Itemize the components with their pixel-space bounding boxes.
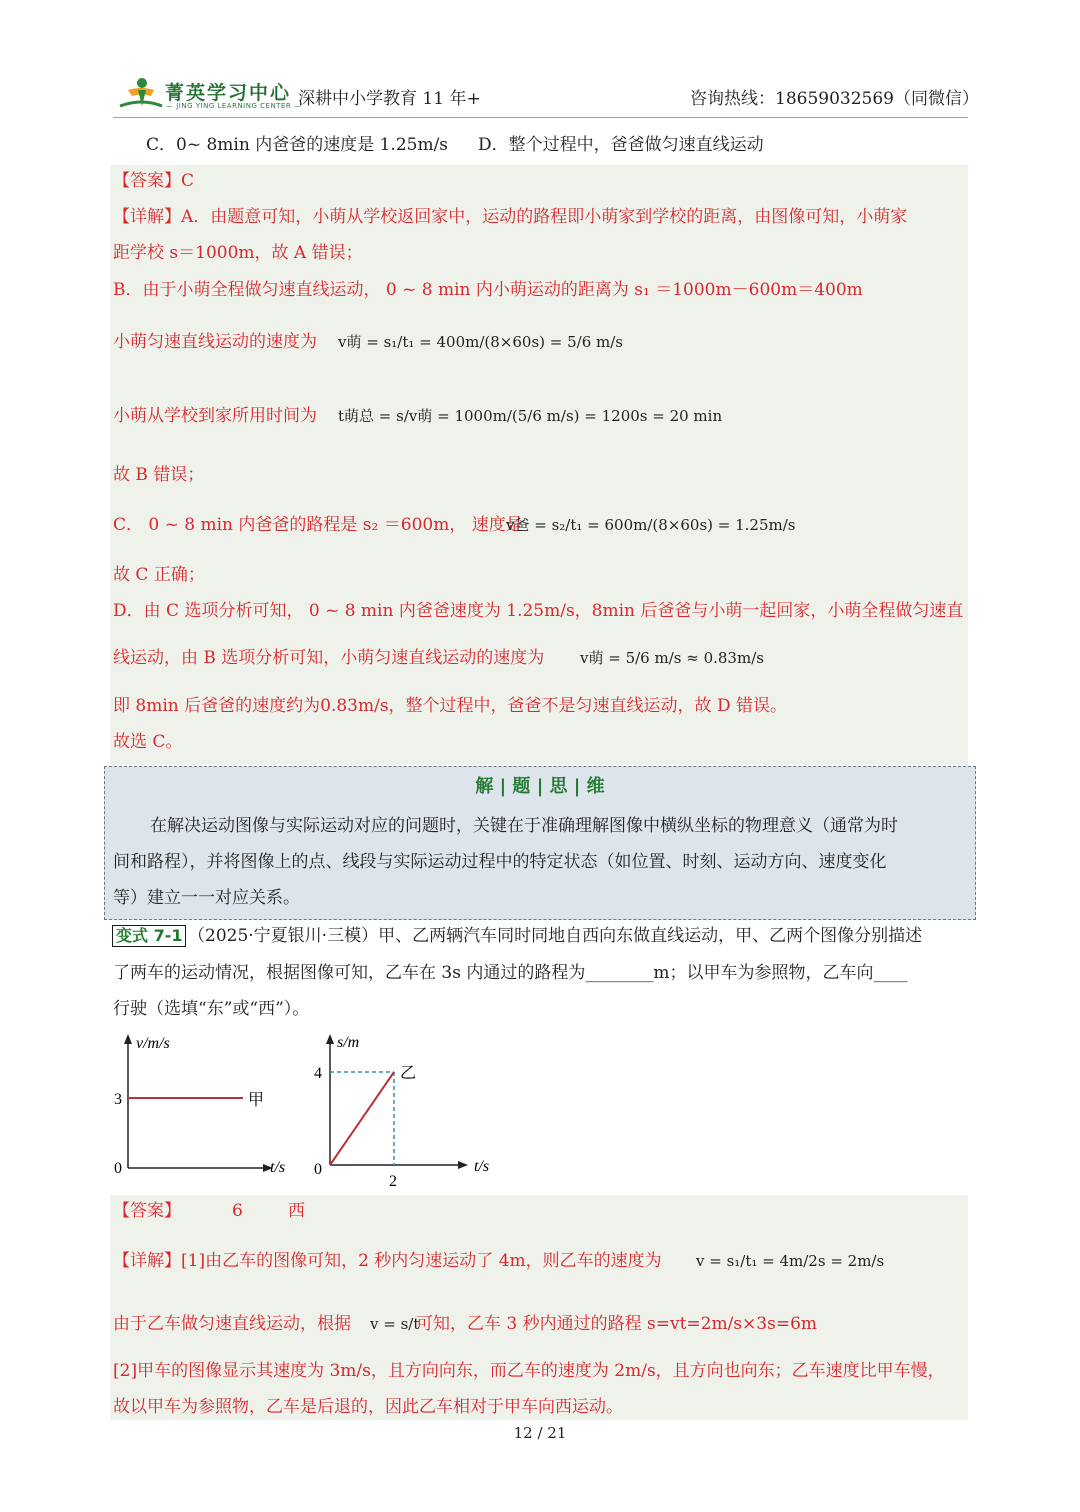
- detail-a-line1: 【详解】A．由题意可知，小萌从学校返回家中，运动的路程即小萌家到学校的距离，由图像可知，小萌家: [113, 207, 908, 227]
- graph-s-series-label: 乙: [400, 1065, 417, 1082]
- variant-line1: （2025·宁夏银川·三模）甲、乙两辆汽车同时同地自西向东做直线运动，甲、乙两个图像分别描述: [188, 926, 923, 946]
- page-number: 12 / 21: [513, 1424, 567, 1442]
- answer2-detail2-equation: v = s/t: [370, 1315, 420, 1333]
- thinking-line3: 等）建立一一对应关系。: [113, 888, 300, 908]
- detail-b-conclusion: 故 B 错误；: [113, 465, 205, 485]
- graph-s-x-arrow-icon: [458, 1161, 468, 1169]
- graph-s-t: [308, 1030, 508, 1190]
- graph-s-y-tick: 4: [314, 1065, 322, 1082]
- logo-subtitle: — JING YING LEARNING CENTER —: [166, 102, 302, 110]
- answer2-detail2-a: 由于乙车做匀速直线运动，根据: [113, 1314, 351, 1334]
- answer2-detail1-equation: v = s₁/t₁ = 4m/2s = 2m/s: [696, 1252, 885, 1270]
- variant-tag: 变式 7-1: [112, 925, 186, 947]
- variant-line2: 了两车的运动情况，根据图像可知，乙车在 3s 内通过的路程为________m；以甲车为参照物，乙车向____: [113, 963, 908, 983]
- logo-mark-icon: [118, 76, 164, 112]
- option-c: C．0~ 8min 内爸爸的速度是 1.25m/s: [146, 135, 449, 155]
- answer2-detail3: [2]甲车的图像显示其速度为 3m/s，且方向向东，而乙车的速度为 2m/s，且方向也向东；乙车速度比甲车慢，: [113, 1361, 945, 1381]
- answer2-detail2-b: 可知，乙车 3 秒内通过的路程 s=vt=2m/s×3s=6m: [416, 1314, 818, 1334]
- answer2-detail1-label: 【详解】[1]由乙车的图像可知，2 秒内匀速运动了 4m，则乙车的速度为: [113, 1251, 662, 1271]
- thinking-line1: 在解决运动图像与实际运动对应的问题时，关键在于准确理解图像中横纵坐标的物理意义（通常为时: [150, 816, 898, 836]
- answer-label: 【答案】C: [113, 171, 195, 191]
- graph-v-t: [105, 1030, 305, 1180]
- detail-d-line3: 即 8min 后爸爸的速度约为0.83m/s，整个过程中，爸爸不是匀速直线运动，故 D 错误。: [113, 696, 787, 716]
- graph-s-series-line: [330, 1072, 394, 1165]
- graph-s-ylabel: s/m: [337, 1034, 360, 1051]
- graph-s-origin: 0: [314, 1161, 322, 1178]
- graph-s-xlabel: t/s: [474, 1158, 490, 1175]
- graph-s-x-tick: 2: [389, 1173, 397, 1190]
- detail-b-speed-equation: v萌 = s₁/t₁ = 400m/(8×60s) = 5/6 m/s: [338, 333, 623, 351]
- detail-d-line1: D．由 C 选项分析可知， 0 ~ 8 min 内爸爸速度为 1.25m/s，8min 后爸爸与小萌一起回家，小萌全程做匀速直: [113, 601, 964, 621]
- graph-v-y-arrow-icon: [124, 1034, 132, 1044]
- graph-v-series-label: 甲: [248, 1092, 265, 1109]
- detail-b-speed-label: 小萌匀速直线运动的速度为: [113, 332, 317, 352]
- answer2-blank1: 6: [232, 1201, 243, 1221]
- detail-b-time-equation: t萌总 = s/v萌 = 1000m/(5/6 m/s) = 1200s = 20 min: [338, 407, 723, 425]
- logo-title: 菁英学习中心: [165, 82, 292, 104]
- final-choice: 故选 C。: [113, 732, 183, 752]
- variant-line3: 行驶（选填“东”或“西”）。: [113, 999, 310, 1019]
- answer2-label: 【答案】: [113, 1201, 181, 1221]
- option-d: D．整个过程中，爸爸做匀速直线运动: [478, 135, 764, 155]
- detail-b-time-label: 小萌从学校到家所用时间为: [113, 406, 317, 426]
- graph-s-y-arrow-icon: [326, 1034, 334, 1044]
- answer2-detail4: 故以甲车为参照物，乙车是后退的，因此乙车相对于甲车向西运动。: [113, 1397, 623, 1417]
- graph-v-xlabel: t/s: [270, 1159, 286, 1176]
- header-hotline: 咨询热线：18659032569（同微信）: [690, 89, 979, 109]
- detail-a-line2: 距学校 s＝1000m，故 A 错误；: [113, 243, 363, 263]
- answer2-blank2: 西: [288, 1201, 305, 1221]
- thinking-line2: 间和路程），并将图像上的点、线段与实际运动过程中的特定状态（如位置、时刻、运动方向、速度变化: [113, 852, 887, 872]
- detail-c-equation: v爸 = s₂/t₁ = 600m/(8×60s) = 1.25m/s: [506, 516, 796, 534]
- detail-d-line2: 线运动，由 B 选项分析可知，小萌匀速直线运动的速度为: [113, 648, 545, 668]
- header-org: 深耕中小学教育 11 年+: [298, 89, 481, 109]
- answer-panel-2: [110, 1195, 968, 1420]
- detail-d-equation: v萌 = 5/6 m/s ≈ 0.83m/s: [580, 649, 764, 667]
- detail-c-label: C． 0 ~ 8 min 内爸爸的路程是 s₂ ＝600m， 速度是: [113, 515, 523, 535]
- thinking-title: 解 | 题 | 思 | 维: [475, 776, 605, 797]
- graph-v-origin: 0: [114, 1160, 122, 1177]
- detail-c-conclusion: 故 C 正确；: [113, 565, 205, 585]
- graph-v-y-tick: 3: [114, 1091, 122, 1108]
- graph-v-ylabel: v/m/s: [136, 1035, 170, 1052]
- detail-b-line1: B．由于小萌全程做匀速直线运动， 0 ~ 8 min 内小萌运动的距离为 s₁ ＝1000m－600m＝400m: [113, 280, 863, 300]
- header-divider: [113, 117, 968, 118]
